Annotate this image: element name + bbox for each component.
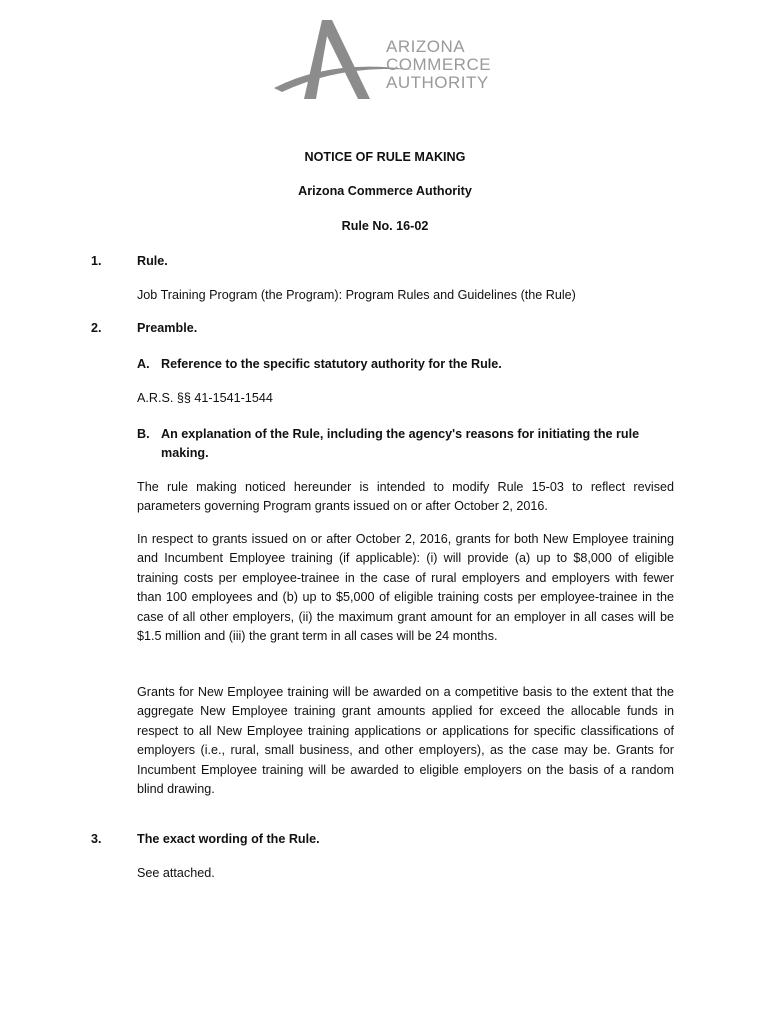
subsection-b-letter: B. xyxy=(137,427,150,441)
subsection-a-letter: A. xyxy=(137,357,150,371)
document-title: NOTICE OF RULE MAKING xyxy=(304,150,466,164)
logo-line-3: AUTHORITY xyxy=(386,73,489,92)
section-3-number: 3. xyxy=(91,832,102,846)
logo-line-2: COMMERCE xyxy=(386,55,492,74)
paragraph-grant-parameters: In respect to grants issued on or after October 2, 2016, grants for both New Employee training and Incumbent Employee training (if applicable): (i) will provide (a) up to $8,000 of eligible training costs per employee-trainee in the case of rural employers and employers with fewer than 100 employees and (b) up to $5,000 of eligible training costs per employee-trainee in the case of all other employers, (ii) the maximum grant amount for an employer in all cases will be $1.5 million and (iii) the grant term in all cases will be 24 months. xyxy=(137,532,674,644)
section-2-heading: Preamble. xyxy=(137,321,198,335)
paragraph-rule-purpose: The rule making noticed hereunder is intended to modify Rule 15-03 to reflect revised parameters governing Program grants issued on or after October 2, 2016. xyxy=(137,480,674,514)
subsection-b-title-line-2: making. xyxy=(161,446,209,460)
section-1-number: 1. xyxy=(91,254,102,268)
section-2-number: 2. xyxy=(91,321,102,335)
statutory-reference: A.R.S. §§ 41-1541-1544 xyxy=(137,391,273,405)
logo-line-1: ARIZONA xyxy=(386,37,466,56)
section-3-text: See attached. xyxy=(137,866,215,880)
section-1-text: Job Training Program (the Program): Program Rules and Guidelines (the Rule) xyxy=(137,288,576,302)
subsection-a-title: Reference to the specific statutory authority for the Rule. xyxy=(161,357,502,371)
subsection-a-heading xyxy=(137,355,677,374)
section-1-heading: Rule. xyxy=(137,254,168,268)
section-3-heading: The exact wording of the Rule. xyxy=(137,832,320,846)
logo-wordmark xyxy=(386,38,491,92)
subsection-b-heading xyxy=(137,425,677,463)
rule-number: Rule No. 16-02 xyxy=(341,219,429,233)
subsection-b-title-line-1: An explanation of the Rule, including the agency's reasons for initiating the rule xyxy=(161,427,640,441)
paragraph-award-basis: Grants for New Employee training will be awarded on a competitive basis to the extent that the aggregate New Employee training grant amounts applied for exceed the allocable funds in respect to all New Employee training applications or applications for specific classifications of employers (i.e., rural, small business, and other employers), as the case may be. Grants for Incumbent Employee training will be awarded to eligible employers on the basis of a random blind drawing. xyxy=(137,685,674,797)
agency-name: Arizona Commerce Authority xyxy=(298,184,472,198)
